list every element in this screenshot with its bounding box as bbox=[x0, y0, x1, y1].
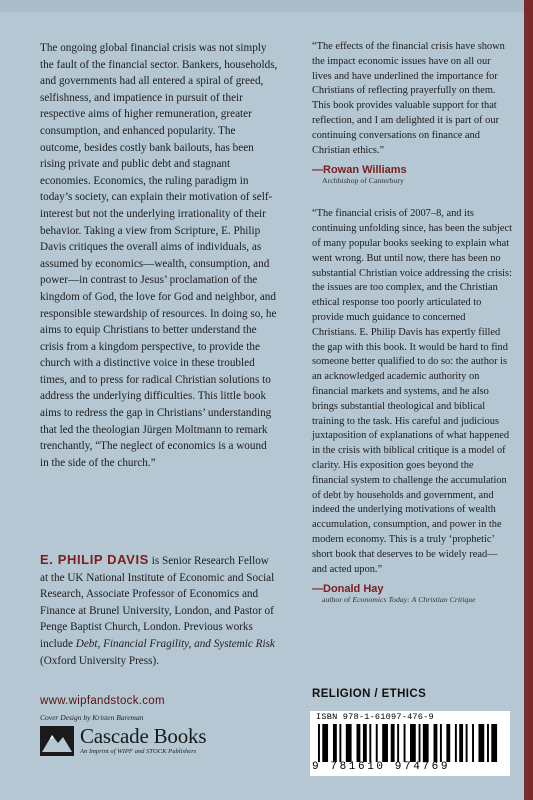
barcode-bar bbox=[318, 724, 320, 762]
barcode-bar bbox=[391, 724, 395, 762]
barcode-bar bbox=[434, 724, 438, 762]
barcode-bar bbox=[369, 724, 371, 762]
endorsement bbox=[312, 207, 512, 604]
barcode-bar bbox=[487, 724, 489, 762]
barcode-bar bbox=[339, 724, 341, 762]
publisher-block bbox=[40, 695, 290, 756]
publisher-logo bbox=[40, 726, 290, 756]
barcode-bar bbox=[376, 724, 378, 762]
left-column bbox=[40, 40, 278, 471]
isbn-label: ISBN 978-1-61097-476-9 bbox=[316, 712, 434, 722]
barcode-bar bbox=[404, 724, 406, 762]
barcode-bar bbox=[472, 724, 474, 762]
cover-design-credit: Cover Design by Kristen Bareman bbox=[40, 713, 144, 722]
top-band bbox=[0, 0, 533, 12]
barcode-bar bbox=[419, 724, 421, 762]
author-previous-book-title: Debt, Financial Fragility, and Systemic Risk bbox=[75, 637, 275, 650]
barcode-bar bbox=[322, 724, 328, 762]
publisher-name: Cascade Books bbox=[80, 724, 207, 748]
endorser-title: author of Economics Today: A Christian Critique bbox=[322, 595, 476, 605]
endorser-name: —Rowan Williams bbox=[312, 164, 407, 177]
endorsements-column bbox=[312, 40, 512, 604]
barcode-graphic bbox=[318, 724, 502, 762]
spine-edge-strip bbox=[524, 0, 533, 800]
barcode-bar bbox=[346, 724, 352, 762]
barcode-bar bbox=[363, 724, 367, 762]
endorser-name: —Donald Hay bbox=[312, 583, 384, 596]
author-bio-text-1: is Senior Research Fellow at the UK National Institute of Economic and Social Research, Associate Professor of Economics and Finance at Brunel University, London, and Pastor of Penge Baptist Church, London. Previous works include bbox=[40, 555, 275, 650]
barcode-bar bbox=[333, 724, 337, 762]
barcode-bar bbox=[446, 724, 450, 762]
publisher-tagline: An Imprint of WIPF and STOCK Publishers bbox=[80, 748, 197, 755]
ean-number: 9 781610 974769 bbox=[312, 761, 451, 773]
barcode-bar bbox=[459, 724, 463, 762]
cascade-mountain-icon bbox=[40, 726, 74, 756]
barcode-bar bbox=[455, 724, 457, 762]
endorsement-quote: “The financial crisis of 2007–8, and its continuing unfolding since, has been the subject of many popular books seeking to explain what went wrong. But until now, there has been no substantial Christian voice addressing the crisis: the issues are too complex, and the Christian ethical response too poorly articulated to provide much guidance to concerned Christians. E. Philip Davis has expertly filled the gap with this book. It would be hard to find someone better qualified to do so: the author is an acknowledged academic authority on financial markets and systems, and he also brings substantial theological and biblical training to the task. His careful and judicious juxtaposition of explanations of what happened in the crisis with biblical critique is a model of clarity. His exposition goes beyond the financial system to challenge the accumulation of debt by households and government, and indeed the underlying motivations of wealth accumulation, consumption, and power in the modern economy. This is a truly ‘prophetic’ short book that deserves to be widely read—and acted upon.” bbox=[312, 208, 512, 575]
bisac-category: RELIGION / ETHICS bbox=[312, 688, 427, 700]
endorser-title: Archbishop of Canterbury bbox=[322, 176, 404, 186]
barcode-bar bbox=[423, 724, 429, 762]
isbn-barcode bbox=[310, 711, 510, 776]
book-description: The ongoing global financial crisis was not simply the fault of the financial sector. Bankers, households, and governments had all entered a spiral of greed, selfishness, and impatience in pursuit of their respective aims of higher remuneration, greater consumption, and enhanced popularity. The outcome, besides costly bank bailouts, has been rising private and public debt and stagnant economies. Economics, the ruling paradigm in today’s society, can explain their motivation of self-interest but not the underlying irrationality of their behavior. Taking a view from Scripture, E. Philip Davis critiques the overall aims of individuals, as assumed by economics—wealth, consumption, and power—in contrast to Jesus’ proclamation of the kingdom of God, the love for God and neighbor, and responsible stewardship of resources. In doing so, he aims to equip Christians to better understand the crisis from a kingdom perspective, to provide the church with a distinctive voice in these troubled times, and to press for radical Christian solutions to address the underlying difficulties. This little book aims to redress the gap in Christians’ understanding that led the theologian Jürgen Moltmann to remark trenchantly, “The neglect of economics is a wound in the side of the church.” bbox=[40, 42, 278, 469]
barcode-bar bbox=[491, 724, 497, 762]
barcode-bar bbox=[357, 724, 361, 762]
author-bio bbox=[40, 552, 278, 669]
barcode-bar bbox=[478, 724, 484, 762]
endorsement-quote: “The effects of the financial crisis have shown the impact economic issues have on all our lives and have underlined the importance for Christians of reflecting prayerfully on them. This book provides valuable support for that reflection, and I am delighted it is part of our continuing conversations on finance and Christian ethics.” bbox=[312, 41, 505, 156]
barcode-bar bbox=[410, 724, 416, 762]
endorsement bbox=[312, 40, 512, 185]
publisher-website: www.wipfandstock.com bbox=[40, 695, 165, 707]
barcode-bar bbox=[397, 724, 399, 762]
barcode-bar bbox=[382, 724, 388, 762]
barcode-bar bbox=[466, 724, 468, 762]
author-bio-text-2: (Oxford University Press). bbox=[40, 654, 160, 667]
author-name: E. PHILIP DAVIS bbox=[40, 552, 149, 567]
barcode-bar bbox=[440, 724, 442, 762]
